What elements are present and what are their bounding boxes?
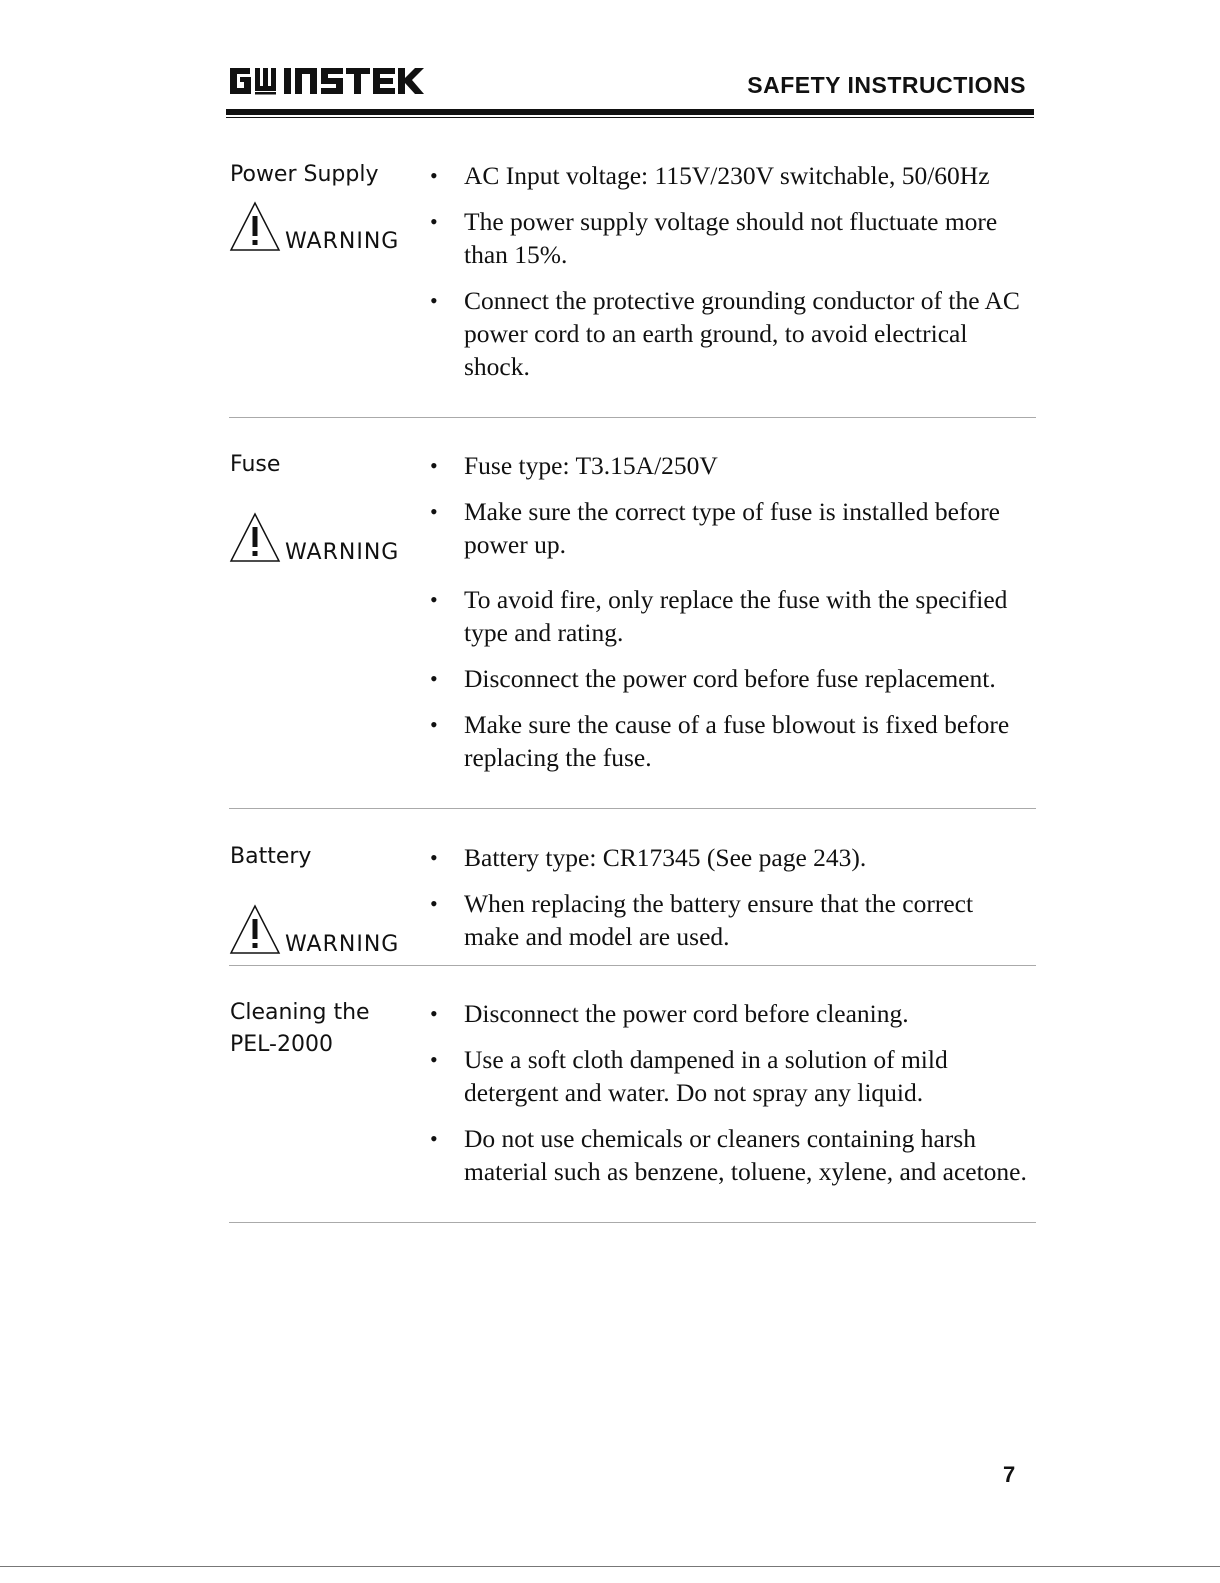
section-cleaning bbox=[229, 990, 1036, 1223]
warning-triangle-icon bbox=[229, 200, 281, 252]
warning-label: WARNING bbox=[285, 540, 400, 565]
list-item: • Disconnect the power cord before fuse replacement. bbox=[430, 662, 1030, 695]
warning-notice bbox=[229, 511, 409, 567]
warning-triangle-icon bbox=[229, 903, 281, 955]
list-item: • Do not use chemicals or cleaners containing harsh material such as benzene, toluene, xylene, and acetone. bbox=[430, 1122, 1030, 1188]
section-title: SAFETY INSTRUCTIONS bbox=[747, 72, 1026, 98]
list-item: • AC Input voltage: 115V/230V switchable, 50/60Hz bbox=[430, 159, 1030, 192]
list-item: • Battery type: CR17345 (See page 243). bbox=[430, 841, 1030, 874]
section-label: Cleaning the PEL-2000 bbox=[230, 1000, 370, 1057]
bullet-list bbox=[430, 449, 1030, 787]
section-fuse bbox=[229, 442, 1036, 809]
list-item: • Disconnect the power cord before cleaning. bbox=[430, 997, 1030, 1030]
header-rule bbox=[226, 109, 1034, 115]
section-power-supply bbox=[229, 152, 1036, 418]
warning-triangle-icon bbox=[229, 511, 281, 563]
list-item: • Fuse type: T3.15A/250V bbox=[430, 449, 1030, 482]
page-number: 7 bbox=[1003, 1462, 1016, 1487]
list-item: • Make sure the correct type of fuse is installed before power up. bbox=[430, 495, 1030, 561]
warning-notice bbox=[229, 903, 409, 959]
list-item: • The power supply voltage should not fluctuate more than 15%. bbox=[430, 205, 1030, 271]
page-bottom-edge bbox=[0, 1566, 1220, 1567]
gw-instek-logo bbox=[228, 64, 428, 98]
list-item: • Use a soft cloth dampened in a solution of mild detergent and water. Do not spray any liquid. bbox=[430, 1043, 1030, 1109]
warning-notice bbox=[229, 200, 409, 256]
bullet-list bbox=[430, 841, 1030, 966]
page-header bbox=[228, 60, 1034, 110]
bullet-list bbox=[430, 159, 1030, 396]
list-item: • When replacing the battery ensure that the correct make and model are used. bbox=[430, 887, 1030, 953]
list-item: • Make sure the cause of a fuse blowout is fixed before replacing the fuse. bbox=[430, 708, 1030, 774]
section-battery bbox=[229, 834, 1036, 966]
warning-label: WARNING bbox=[285, 229, 400, 254]
warning-label: WARNING bbox=[285, 932, 400, 957]
list-item: • Connect the protective grounding conductor of the AC power cord to an earth ground, to avoid electrical shock. bbox=[430, 284, 1030, 383]
bullet-list bbox=[430, 997, 1030, 1201]
section-label: Power Supply bbox=[230, 162, 379, 187]
section-label: Battery bbox=[230, 844, 312, 869]
section-label: Fuse bbox=[230, 452, 281, 477]
list-item: • To avoid fire, only replace the fuse with the specified type and rating. bbox=[430, 583, 1030, 649]
header-rule-thin bbox=[226, 117, 1034, 118]
